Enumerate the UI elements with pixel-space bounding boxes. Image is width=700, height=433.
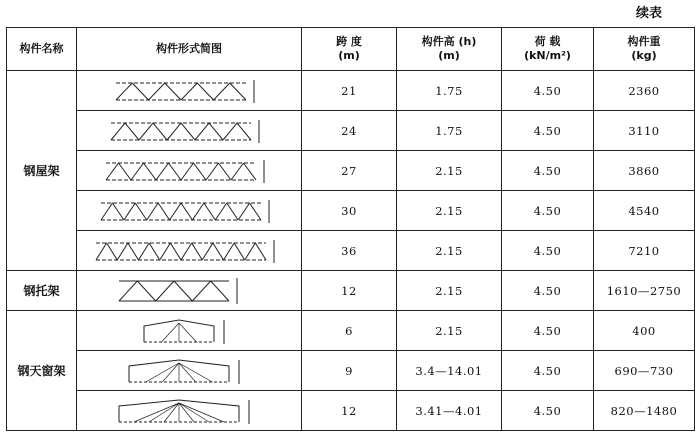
figure-cell (77, 231, 302, 271)
table-row (7, 191, 695, 231)
load-cell: 4.50 (502, 111, 594, 151)
figure-cell (77, 311, 302, 351)
figure-cell (77, 111, 302, 151)
weight-cell: 3110 (594, 111, 695, 151)
skylight-frame-icon (77, 394, 301, 428)
skylight-frame-icon (77, 354, 301, 388)
load-cell: 4.50 (502, 351, 594, 391)
table-row (7, 111, 695, 151)
load-cell: 4.50 (502, 191, 594, 231)
height-cell: 2.15 (397, 311, 502, 351)
height-cell: 2.15 (397, 151, 502, 191)
height-cell: 2.15 (397, 271, 502, 311)
steel-truss-icon (77, 154, 301, 188)
weight-cell: 7210 (594, 231, 695, 271)
header-name: 构件名称 (7, 28, 77, 71)
figure-cell (77, 351, 302, 391)
weight-cell: 2360 (594, 71, 695, 111)
load-cell: 4.50 (502, 271, 594, 311)
span-cell: 6 (302, 311, 397, 351)
component-name: 钢托架 (7, 271, 77, 311)
weight-cell: 3860 (594, 151, 695, 191)
header-span: 跨 度 (m) (302, 28, 397, 71)
height-cell: 2.15 (397, 191, 502, 231)
steel-truss-icon (77, 234, 301, 268)
load-cell: 4.50 (502, 391, 594, 431)
span-cell: 36 (302, 231, 397, 271)
load-cell: 4.50 (502, 151, 594, 191)
table-row (7, 351, 695, 391)
weight-cell: 690—730 (594, 351, 695, 391)
figure-cell (77, 71, 302, 111)
figure-cell (77, 151, 302, 191)
height-cell: 2.15 (397, 231, 502, 271)
load-cell: 4.50 (502, 311, 594, 351)
height-cell: 3.41—4.01 (397, 391, 502, 431)
table-row (7, 271, 695, 311)
load-cell: 4.50 (502, 231, 594, 271)
table-row (7, 311, 695, 351)
weight-cell: 1610—2750 (594, 271, 695, 311)
span-cell: 9 (302, 351, 397, 391)
continued-label: 续表 (635, 6, 662, 21)
span-cell: 27 (302, 151, 397, 191)
span-cell: 21 (302, 71, 397, 111)
weight-cell: 400 (594, 311, 695, 351)
table-row (7, 391, 695, 431)
table-row (7, 231, 695, 271)
header-load: 荷 载 (kN/m²) (502, 28, 594, 71)
height-cell: 1.75 (397, 71, 502, 111)
span-cell: 12 (302, 271, 397, 311)
steel-truss-icon (77, 114, 301, 148)
header-figure: 构件形式简图 (77, 28, 302, 71)
weight-cell: 4540 (594, 191, 695, 231)
span-cell: 24 (302, 111, 397, 151)
steel-truss-icon (77, 74, 301, 108)
header-weight: 构件重 (kg) (594, 28, 695, 71)
skylight-frame-icon (77, 314, 301, 348)
figure-cell (77, 271, 302, 311)
steel-truss-icon (77, 194, 301, 228)
header-height: 构件高 (h) (m) (397, 28, 502, 71)
figure-cell (77, 191, 302, 231)
component-name: 钢天窗架 (7, 311, 77, 431)
table-row (7, 151, 695, 191)
height-cell: 3.4—14.01 (397, 351, 502, 391)
support-truss-icon (77, 274, 301, 308)
span-cell: 30 (302, 191, 397, 231)
load-cell: 4.50 (502, 71, 594, 111)
header-row (7, 28, 695, 71)
steel-component-table (6, 27, 695, 431)
weight-cell: 820—1480 (594, 391, 695, 431)
figure-cell (77, 391, 302, 431)
component-name: 钢屋架 (7, 71, 77, 271)
span-cell: 12 (302, 391, 397, 431)
height-cell: 1.75 (397, 111, 502, 151)
table-row (7, 71, 695, 111)
